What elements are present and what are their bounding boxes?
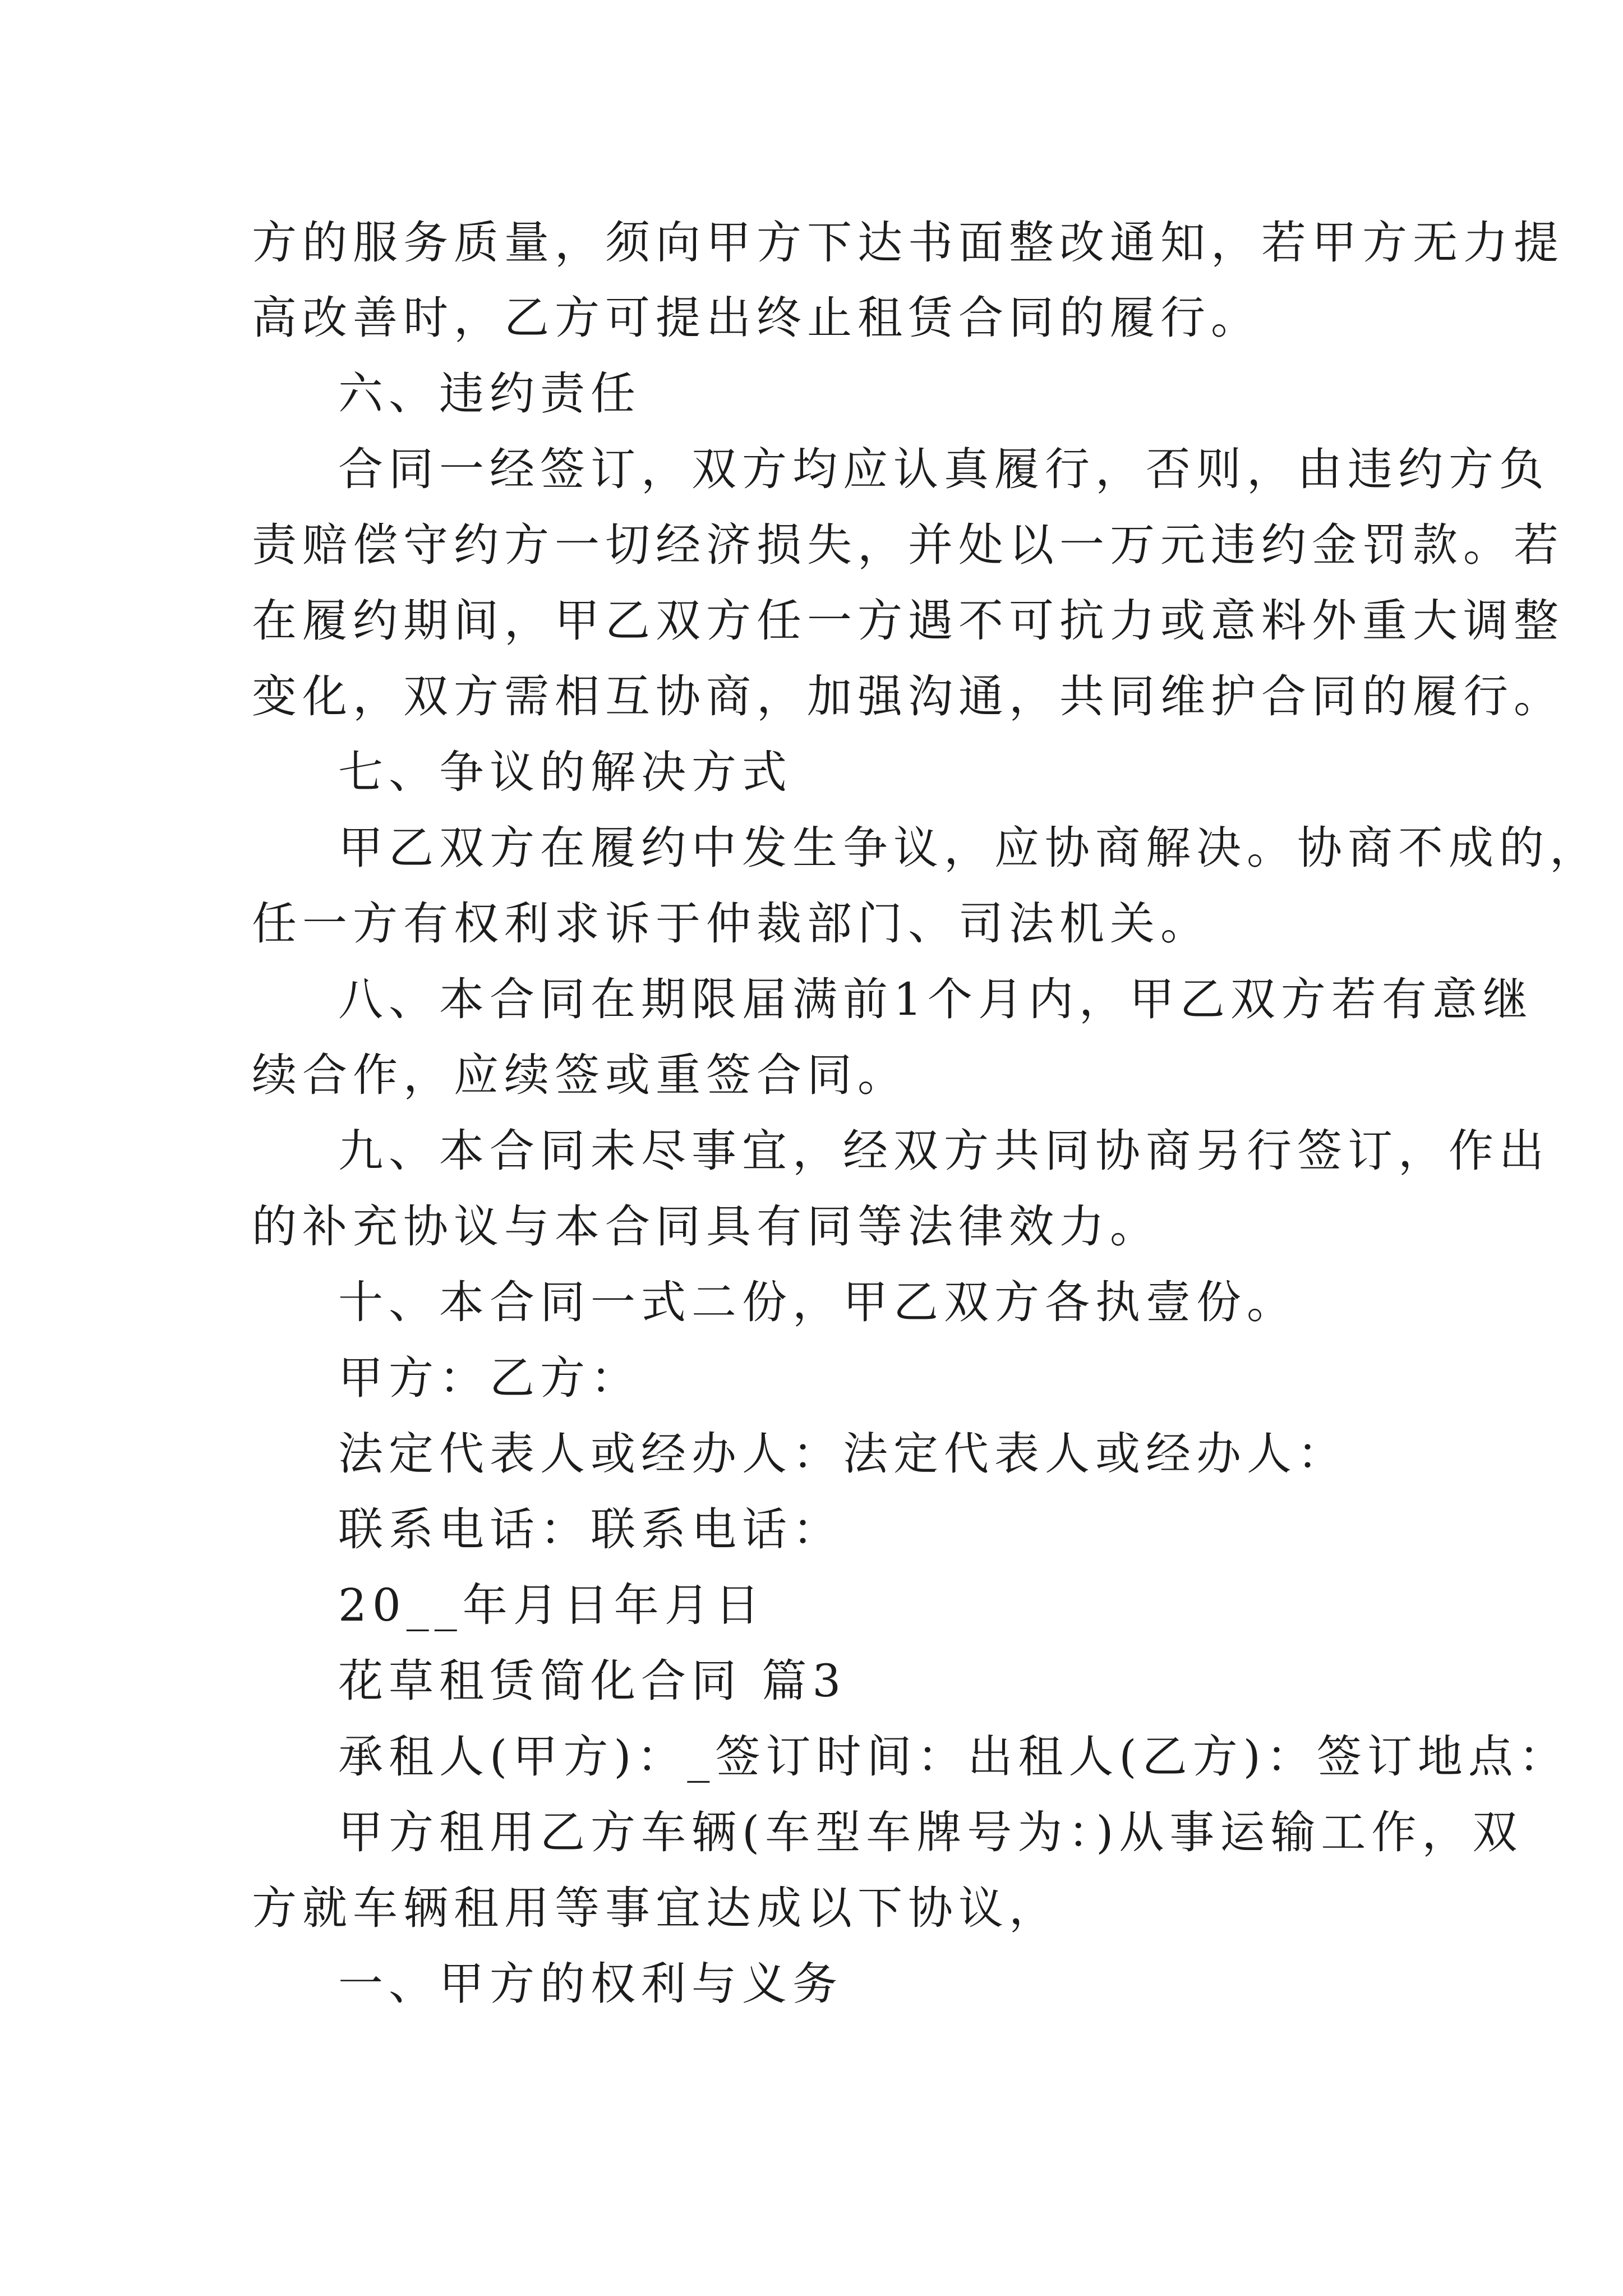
section-title: 花草租赁简化合同 篇3	[338, 1655, 847, 1707]
text-line: 方的服务质量，须向甲方下达书面整改通知，若甲方无力提	[252, 217, 1564, 269]
text-line: 合同一经签订，双方均应认真履行，否则，由违约方负	[338, 443, 1550, 495]
text-line: 承租人(甲方)：_签订时间：出租人(乙方)：签订地点：	[338, 1731, 1569, 1783]
text-line: 高改善时，乙方可提出终止租赁合同的履行。	[252, 292, 1261, 344]
section-heading: 一、甲方的权利与义务	[338, 1958, 843, 2010]
signature-phone-line: 联系电话：联系电话：	[338, 1503, 843, 1556]
signature-party-line: 甲方：乙方：	[338, 1352, 641, 1404]
text-line: 方就车辆租用等事宜达成以下协议，	[252, 1882, 1059, 1934]
signature-date-line: 20__年月日年月日	[338, 1579, 766, 1631]
text-line: 责赔偿守约方一切经济损失，并处以一万元违约金罚款。若	[252, 519, 1564, 571]
text-line: 任一方有权利求诉于仲裁部门、司法机关。	[252, 898, 1211, 950]
text-line: 变化，双方需相互协商，加强沟通，共同维护合同的履行。	[252, 670, 1564, 723]
text-line: 续合作，应续签或重签合同。	[252, 1049, 908, 1101]
section-heading: 六、违约责任	[338, 367, 641, 420]
text-line: 八、本合同在期限届满前1个月内，甲乙双方若有意继	[338, 973, 1533, 1025]
section-heading: 七、争议的解决方式	[338, 746, 792, 798]
signature-representative-line: 法定代表人或经办人：法定代表人或经办人：	[338, 1428, 1348, 1480]
text-line: 九、本合同未尽事宜，经双方共同协商另行签订，作出	[338, 1125, 1550, 1177]
text-line: 甲乙双方在履约中发生争议，应协商解决。协商不成的，	[338, 822, 1600, 874]
text-line: 甲方租用乙方车辆(车型车牌号为：)从事运输工作，双	[338, 1806, 1523, 1858]
text-line: 在履约期间，甲乙双方任一方遇不可抗力或意料外重大调整	[252, 595, 1564, 647]
text-line: 的补充协议与本合同具有同等法律效力。	[252, 1200, 1160, 1253]
text-line: 十、本合同一式二份，甲乙双方各执壹份。	[338, 1276, 1297, 1328]
